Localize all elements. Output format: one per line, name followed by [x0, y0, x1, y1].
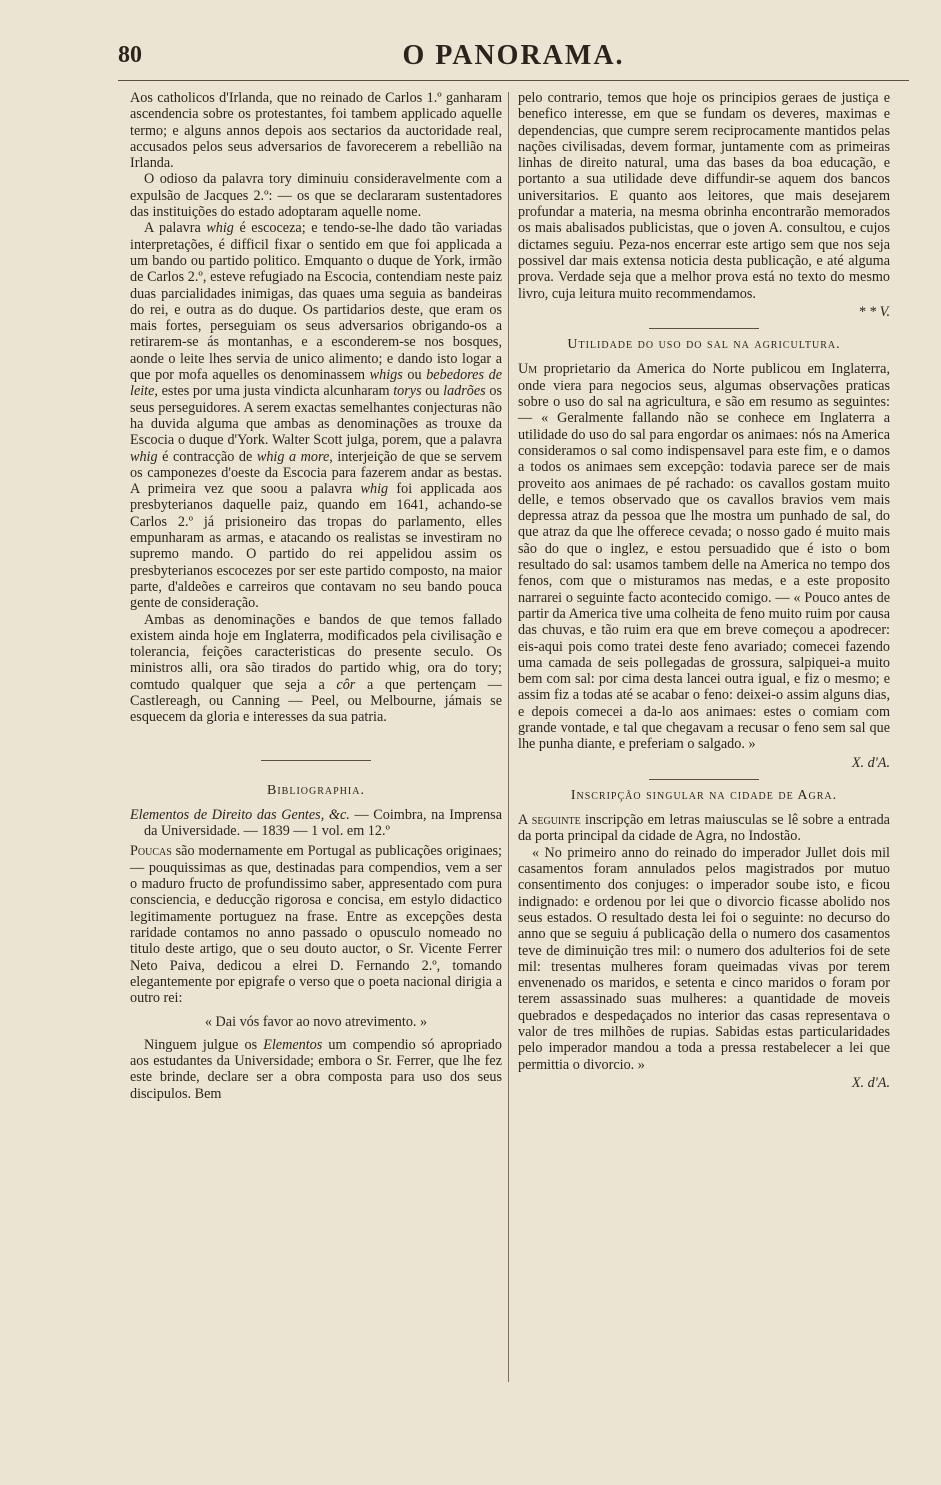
- page-header: [118, 36, 909, 76]
- paragraph: pelo contrario, temos que hoje os principios geraes de justiça e benefico interesse, em que se fundam os deveres, maximas e dependencias, que cumpre serem reciprocamente mantidos pelas nações civilisadas, devem formar, juntamente com as primeiras linhas de direito natural, uma das bases da boa educação, e portanto a sua utilidade deve diffundir-se aquem dos bancos universitarios. E quanto aos leitores, que mais desejarem profundar a materia, na mesma obrinha encontrarão memorados os mais abalisados publicistas, que o joven A. consultou, e cujos dictames seguiu. Peza-nos encerrar este artigo sem que nos seja possivel dar mais extensa noticia desta publicação, e até alguma prova. Verdade seja que a melhor prova está no texto do mesmo livro, cuja leitura muito recommendamos.: [518, 90, 890, 302]
- section-heading: Bibliographia.: [267, 782, 365, 798]
- paragraph: Ambas as denominações e bandos de que temos fallado existem ainda hoje em Inglaterra, modificados pela civilisação e tolerancia, feições caracteristicas do presente seculo. Os ministros alli, ora são tirados do partido whig, ora do tory; comtudo qualquer que seja a côr a que pertençam — Castlereagh, ou Canning — Peel, ou Melbourne, jámais se esquecem da gloria e interesses da sua patria.: [130, 611, 502, 726]
- column-divider: [508, 92, 509, 1382]
- section-heading: Utilidade do uso do sal na agricultura.: [567, 337, 841, 353]
- bibliographic-reference: Elementos de Direito das Gentes, &c. — Coimbra, na Imprensa da Universidade. — 1839 — 1 vol. em 12.º: [130, 806, 503, 840]
- right-column: [518, 90, 890, 1091]
- paragraph: Ninguem julgue os Elementos um compendio só apropriado aos estudantes da Universidade; embora o Sr. Ferrer, que lhe fez este brinde, declare ser a obra composta para uso dos seus discipulos. Bem: [130, 1036, 502, 1102]
- publication-title: O PANORAMA.: [402, 40, 625, 71]
- paragraph: « No primeiro anno do reinado do imperador Jullet dois mil casamentos foram annulados pelos magistrados por mutuo consentimento dos conjuges: o imperador soube isto, e ficou indignado: e ordenou por lei que o divorcio ficasse abolido nos seus estados. O resultado desta lei foi o seguinte: no decurso do anno que se seguiu á publicação della o numero dos casamentos teve de diminuição tres mil: o numero dos adulterios foi de sete mil: tresentas mulheres foram queimadas vivas por terem envenenado os maridos, e setenta e cinco maridos o foram por terem assassinado suas mulheres: a quantidade de moveis quebrados e despedaçados no interior das casas representava o valor de tres milhões de rupias. Sabidas estas particularidades pelo imperador mandou a toda a pressa restabelecer a lei que permittia o divorcio. »: [518, 844, 890, 1073]
- page-number: 80: [118, 42, 142, 68]
- section-separator: [649, 328, 759, 329]
- section-separator: [649, 779, 759, 780]
- paragraph: Poucas são modernamente em Portugal as publicações originaes; — pouquissimas as que, destinadas para compendios, vem a ser o maduro fructo de profundissimo saber, appresentado com pura consciencia, e deducção rigorosa e concisa, em estylo didactico legitimamente portuguez na frase. Entre as excepções desta raridade contamos no anno passado o opusculo nomeado no titulo deste artigo, que o seu douto auctor, o Sr. Vicente Ferrer Neto Paiva, dedicou a elrei D. Fernando 2.º, tomando elegantemente por epigrafe o verso que o poeta nacional dirigia a outro rei:: [130, 843, 502, 1007]
- section-separator: [261, 760, 371, 761]
- paragraph: A seguinte inscripção em letras maiusculas se lê sobre a entrada da porta principal da cidade de Agra, no Indostão.: [518, 812, 890, 845]
- left-column: [130, 90, 502, 1102]
- header-rule: [118, 80, 909, 81]
- signature: X. d'A.: [851, 754, 890, 771]
- paragraph: Aos catholicos d'Irlanda, que no reinado de Carlos 1.º ganharam ascendencia sobre os protestantes, foi tambem applicado aquelle termo; e alguns annos depois aos sectarios da auctoridade real, accusados pelos seus adversarios de favorecerem a rebellião na Irlanda.: [130, 90, 502, 172]
- paragraph: O odioso da palavra tory diminuiu consideravelmente com a expulsão de Jacques 2.º: — os que se declararam sustentadores das instituições do estado adoptaram aquelle nome.: [130, 171, 502, 221]
- signature: X. d'A.: [851, 1074, 890, 1091]
- quote: « Dai vós favor ao novo atrevimento. »: [204, 1014, 428, 1031]
- signature: * * V.: [858, 303, 890, 320]
- section-heading: Inscripção singular na cidade de Agra.: [570, 787, 838, 803]
- paragraph: A palavra whig é escoceza; e tendo-se-lhe dado tão variadas interpretações, é difficil fixar o sentido em que foi applicada a um bando ou partido politico. Emquanto o duque de York, irmão de Carlos 2.º, esteve refugiado na Escocia, contendiam neste paiz duas parcialidades inimigas, das quaes uma seguia as bandeiras do rei, e outra as do duque. Os partidarios deste, que eram os mais fortes, perseguiam os seus adversarios obrigando-os a retirarem-se ás montanhas, e a esconderem-se nos bosques, aonde o leite lhes servia de unico alimento; e dando isto logar a que por mofa aquelles os denominassem whigs ou bebedores de leite, estes por uma justa vindicta alcunharam torys ou ladrões os seus perseguidores. A serem exactas semelhantes conjecturas não ha duvida alguma que ambas as denominações as trouxe da Escocia o duque d'York. Walter Scott julga, porem, que a palavra whig é contracção de whig a more, interjeição de que se servem os camponezes d'oeste da Escocia para fazerem andar as bestas. A primeira vez que soou a palavra whig foi applicada aos presbyterianos daquelle paiz, quando em 1641, achando-se Carlos 2.º já prisioneiro das tropas do parlamento, elles empunharam as armas, e atacando os realistas se investiram no supremo mando. O partido do rei appelidou assim os presbyterianos escocezes por ser este partido composto, na maior parte, d'aldeões e carreiros que contavam no seu bando pouca gente de consideração.: [130, 220, 502, 612]
- paragraph: Um proprietario da America do Norte publicou em Inglaterra, onde viera para negocios seus, algumas observações praticas sobre o uso do sal na agricultura, e são em resumo as seguintes: — « Geralmente fallando não se conhece em Inglaterra a utilidade do uso do sal para engordar os animaes: nós na America consideramos o sal como indispensavel para este fim, e o damos a todos os animaes sem excepção: todavia parece ser de mais proveito aos animaes de pé rachado: os cavallos gostam muito delle, e temos observado que os cavallos bravios vem mais depressa atraz da pessoa que lhe mostra um punhado de sal, do que atraz da que lhe offerece cevada; o nosso gado é muito mais são do que o inglez, e estou persuadido que é isto o bom resultado do sal: usamos tambem delle na America no tempo dos fenos, com que o misturamos nas medas, e a este proposito narrarei o seguinte facto acontecido comigo. — « Pouco antes de partir da America tive uma colheita de feno muito ruim por causa das chuvas, e tão ruim era que em breve começou a apodrecer: eis-aqui pois como tratei deste feno avariado; comecei fazendo uma camada de seis pollegadas de grossura, salpiquei-a muito bem com sal: por cima desta lancei outra igual, e fiz o mesmo; e assim fiz a todas até se acabar o feno: deixei-o assim alguns dias, e depois comecei a da-lo aos animaes: estes o comiam com grande vontade, e tal que chegavam a recusar o feno sem sal que lhe punha diante, e preferiam o salgado. »: [518, 361, 890, 753]
